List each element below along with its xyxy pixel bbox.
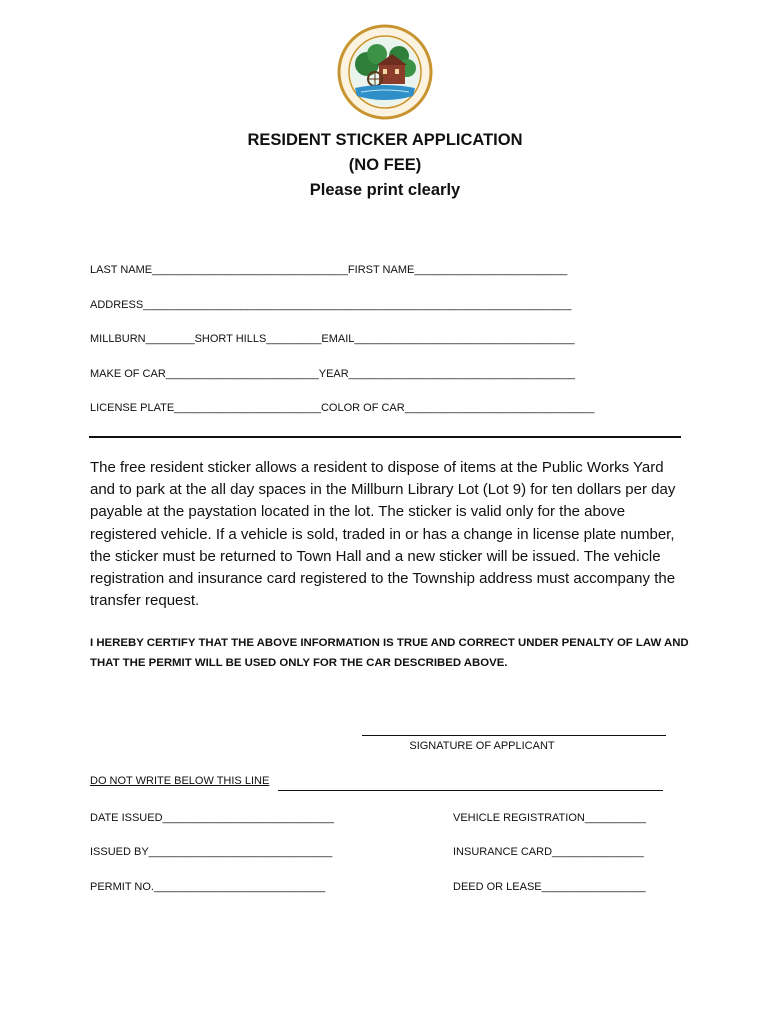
office-use-heading: [90, 775, 269, 787]
signature-label: SIGNATURE OF APPLICANT: [409, 740, 555, 752]
deed-or-lease-field[interactable]: DEED OR LEASE_________________: [453, 881, 646, 893]
permit-number-field[interactable]: PERMIT NO.____________________________: [90, 881, 326, 893]
office-use-rule: [278, 790, 663, 791]
insurance-card-field[interactable]: INSURANCE CARD_______________: [453, 846, 644, 858]
issued-by-field[interactable]: ISSUED BY______________________________: [90, 846, 333, 858]
town-email-field[interactable]: MILLBURN________SHORT HILLS_________EMAIL____________________________________: [90, 333, 575, 345]
vehicle-registration-field[interactable]: VEHICLE REGISTRATION__________: [453, 812, 646, 824]
make-year-field[interactable]: MAKE OF CAR_________________________YEAR_____________________________________: [90, 368, 576, 380]
form-header: [0, 128, 770, 203]
plate-color-field[interactable]: LICENSE PLATE________________________COLOR OF CAR_______________________________: [90, 402, 595, 414]
office-use-heading-text: DO NOT WRITE BELOW THIS LINE: [90, 775, 270, 787]
certification-statement: I HEREBY CERTIFY THAT THE ABOVE INFORMATION IS TRUE AND CORRECT UNDER PENALTY OF LAW AND THAT THE PERMIT WILL BE USED ONLY FOR THE CAR DESCRIBED ABOVE.: [90, 637, 689, 669]
address-field[interactable]: ADDRESS______________________________________________________________________: [90, 299, 572, 311]
last-first-name-field[interactable]: LAST NAME________________________________FIRST NAME_________________________: [90, 264, 568, 276]
form-title: RESIDENT STICKER APPLICATION: [247, 131, 523, 149]
form-subtitle: (NO FEE): [348, 156, 422, 174]
signature-line[interactable]: [362, 735, 666, 736]
seal-icon: [337, 24, 433, 120]
form-instruction: Please print clearly: [309, 181, 461, 199]
terms-paragraph: The free resident sticker allows a resident to dispose of items at the Public Works Yard and to park at the all day spaces in the Millburn Library Lot (Lot 9) for ten dollars per day payable at the paystation located in the lot. The sticker is valid only for the above registered vehicle. If a vehicle is sold, traded in or has a change in license plate number, the sticker must be returned to Town Hall and a new sticker will be issued. The vehicle registration and insurance card registered to the Township address must accompany the transfer request.: [90, 459, 676, 610]
date-issued-field[interactable]: DATE ISSUED____________________________: [90, 812, 334, 824]
section-divider: [89, 436, 681, 438]
township-seal: [337, 24, 433, 120]
